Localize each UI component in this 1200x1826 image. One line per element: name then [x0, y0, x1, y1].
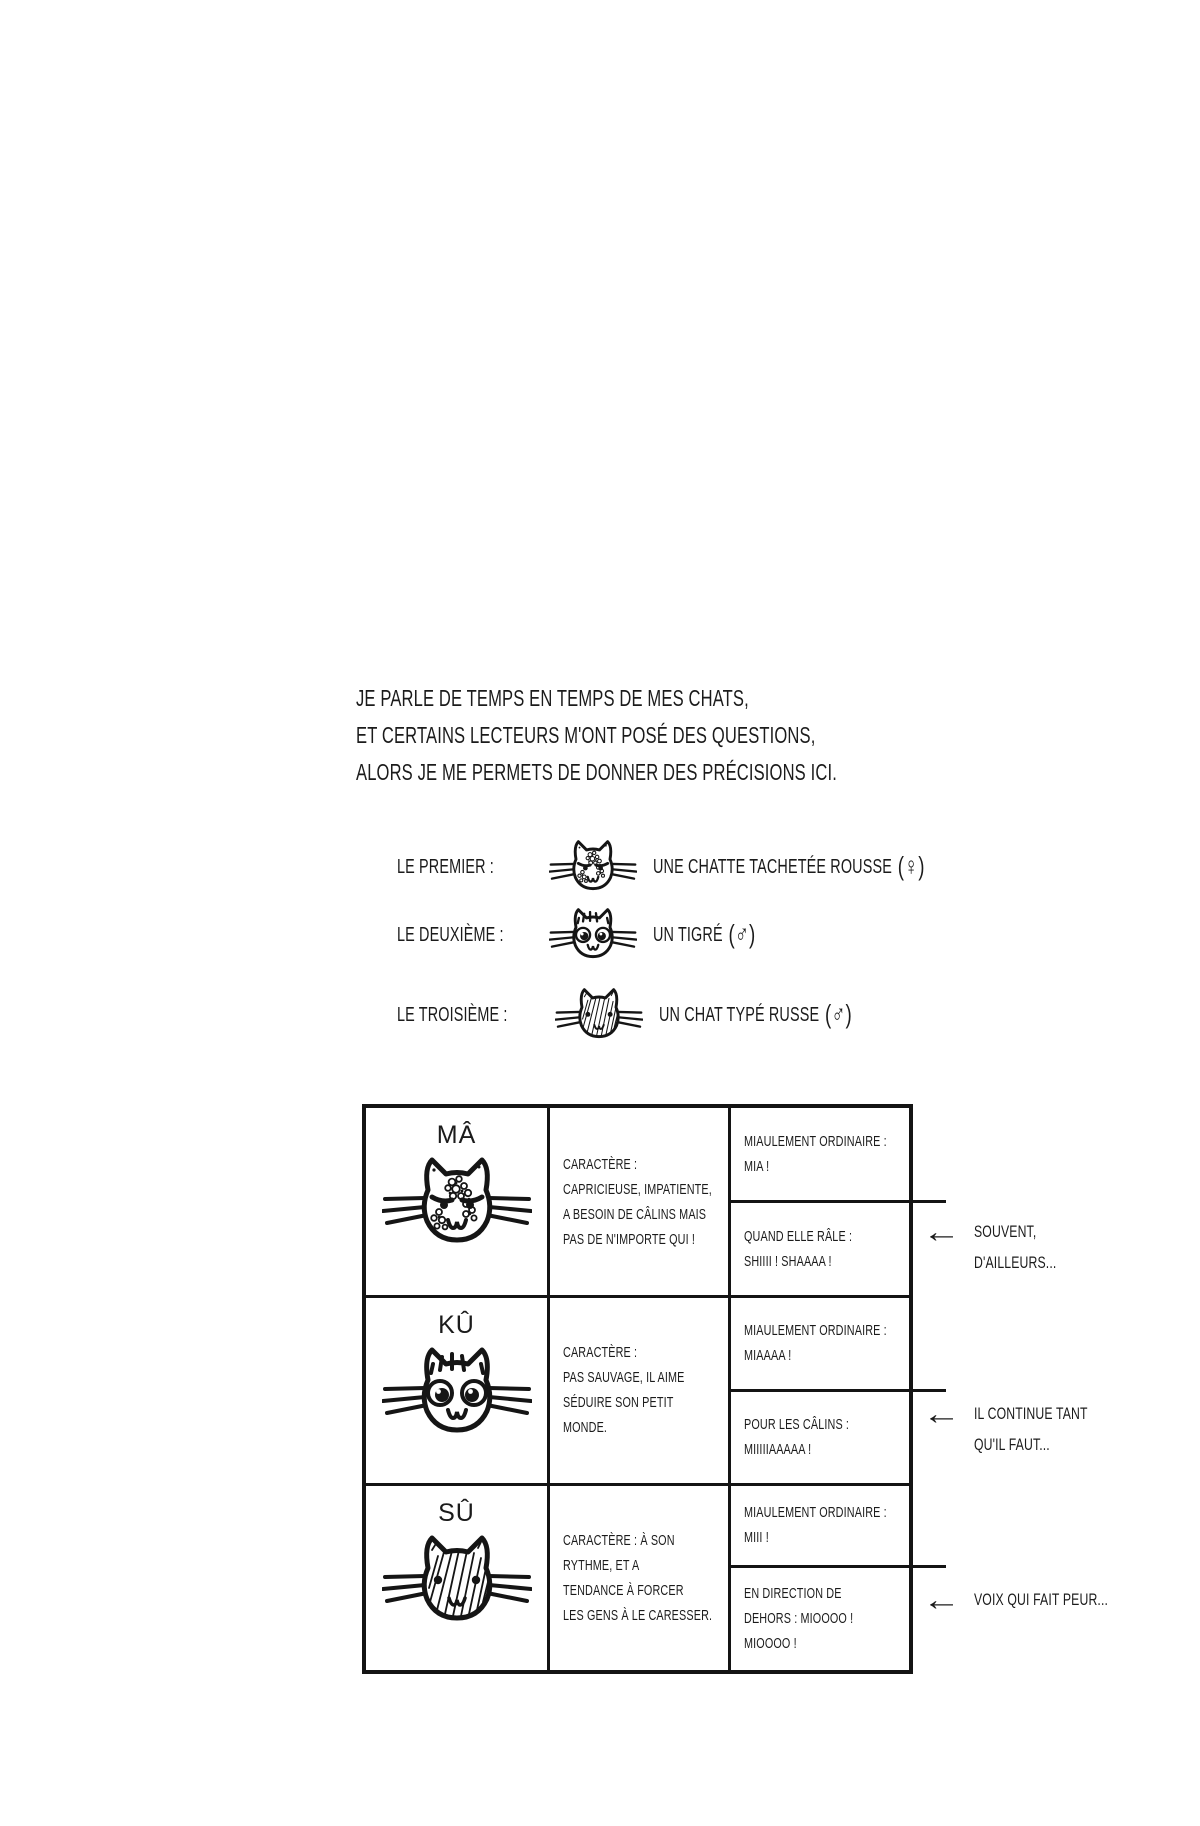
- annotation-continue: [922, 1398, 1132, 1460]
- cat-name: MÂ: [436, 1121, 477, 1149]
- character-line: SÉDUIRE SON PETIT: [563, 1394, 674, 1412]
- character-line: LES GENS À LE CARESSER.: [563, 1606, 713, 1624]
- cat-name: KÛ: [438, 1311, 475, 1340]
- meow-cell: [728, 1486, 909, 1670]
- meow-ordinary-cell: [731, 1298, 946, 1388]
- portrait-cell: [366, 1298, 547, 1482]
- character-line: MONDE.: [563, 1419, 608, 1437]
- character-cell: [547, 1486, 728, 1670]
- portrait-cell: [366, 1486, 547, 1670]
- meow-line: DEHORS : MIOOOO !: [744, 1610, 854, 1628]
- annotation-line: D'AILLEURS...: [974, 1253, 1057, 1272]
- character-line: PAS DE N'IMPORTE QUI !: [563, 1230, 696, 1248]
- character-line: PAS SAUVAGE, IL AIME: [563, 1369, 685, 1387]
- cat-intro-label: LE PREMIER :: [397, 855, 494, 878]
- meow-ordinary-cell: [731, 1108, 946, 1200]
- character-line: CAPRICIEUSE, IMPATIENTE,: [563, 1180, 712, 1198]
- cat-description-text: UN CHAT TYPÉ RUSSE: [658, 1003, 819, 1026]
- cat-su-icon: [555, 985, 643, 1046]
- character-line: TENDANCE À FORCER: [563, 1581, 684, 1599]
- tabby-cat-face-icon: [382, 1342, 532, 1446]
- cat-intro-description: [659, 1000, 852, 1031]
- meow-line: MIII !: [744, 1529, 769, 1547]
- left-arrow-icon: ←: [922, 1396, 961, 1431]
- cat-ku-portrait: [382, 1342, 532, 1446]
- cat-su-portrait: [382, 1530, 532, 1634]
- cat-name: SÛ: [438, 1498, 475, 1527]
- left-arrow-icon: ←: [922, 1582, 961, 1617]
- character-line: CARACTÈRE : À SON: [563, 1531, 675, 1549]
- table-row-ma: [366, 1108, 909, 1295]
- cat-intro-row-third: [397, 980, 927, 1050]
- cat-intro-description: [653, 852, 925, 883]
- hatched-cat-face-icon: [555, 985, 643, 1046]
- character-line: RYTHME, ET A: [563, 1556, 640, 1574]
- tabby-cat-face-icon: [549, 905, 637, 966]
- cat-ku-icon: [549, 905, 637, 966]
- meow-cell: [728, 1298, 909, 1482]
- meow-line: MIAULEMENT ORDINAIRE :: [744, 1322, 887, 1340]
- cat-ma-portrait: [382, 1152, 532, 1256]
- cat-intro-row-second: [397, 900, 795, 970]
- meow-line: SHIIII ! SHAAAA !: [744, 1253, 832, 1271]
- meow-special-cell: [731, 1200, 946, 1296]
- character-line: CARACTÈRE :: [563, 1155, 638, 1173]
- male-symbol: (♂): [824, 998, 852, 1029]
- cats-table: [362, 1104, 913, 1674]
- meow-special-cell: [731, 1565, 946, 1670]
- meow-line: MIAAAA !: [744, 1347, 792, 1365]
- table-row-ku: [366, 1295, 909, 1482]
- character-cell: [547, 1298, 728, 1482]
- character-cell: [547, 1108, 728, 1295]
- cat-intro-label: LE DEUXIÈME :: [397, 923, 504, 946]
- meow-line: EN DIRECTION DE: [744, 1585, 842, 1603]
- meow-line: MIIIIIAAAAA !: [744, 1441, 812, 1459]
- male-symbol: (♂): [728, 918, 756, 949]
- intro-paragraph: [356, 680, 1024, 791]
- cat-description-text: UN TIGRÉ: [653, 923, 723, 946]
- meow-line: MIA !: [744, 1157, 770, 1175]
- spotted-cat-face-icon: [549, 837, 637, 898]
- cat-intro-label: LE TROISIÈME :: [397, 1003, 508, 1026]
- left-arrow-icon: ←: [922, 1214, 961, 1249]
- intro-line: JE PARLE DE TEMPS EN TEMPS DE MES CHATS,: [356, 685, 749, 711]
- annotation-line: VOIX QUI FAIT PEUR...: [974, 1590, 1109, 1609]
- portrait-cell: [366, 1108, 547, 1295]
- spotted-cat-face-icon: [382, 1152, 532, 1256]
- character-line: CARACTÈRE :: [563, 1344, 638, 1362]
- annotation-souvent: [922, 1216, 1089, 1278]
- cat-intro-row-first: [397, 832, 1030, 902]
- cat-intro-description: [653, 920, 755, 951]
- annotation-line: IL CONTINUE TANT: [974, 1404, 1088, 1423]
- annotation-line: SOUVENT,: [974, 1222, 1037, 1241]
- meow-line: MIOOOO !: [744, 1635, 797, 1653]
- hatched-cat-face-icon: [382, 1530, 532, 1634]
- annotation-voix: [922, 1584, 1160, 1615]
- cat-description-text: UNE CHATTE TACHETÉE ROUSSE: [653, 855, 892, 878]
- annotation-line: QU'IL FAUT...: [974, 1435, 1050, 1454]
- meow-special-cell: [731, 1389, 946, 1483]
- character-line: A BESOIN DE CÂLINS MAIS: [563, 1205, 707, 1223]
- intro-line: ALORS JE ME PERMETS DE DONNER DES PRÉCISIONS ICI.: [356, 759, 837, 785]
- meow-ordinary-cell: [731, 1486, 946, 1565]
- cat-ma-icon: [549, 837, 637, 898]
- intro-line: ET CERTAINS LECTEURS M'ONT POSÉ DES QUESTIONS,: [356, 722, 816, 748]
- meow-cell: [728, 1108, 909, 1295]
- female-symbol: (♀): [897, 850, 925, 881]
- meow-line: QUAND ELLE RÂLE :: [744, 1228, 853, 1246]
- meow-line: POUR LES CÂLINS :: [744, 1416, 850, 1434]
- meow-line: MIAULEMENT ORDINAIRE :: [744, 1132, 887, 1150]
- table-row-su: [366, 1483, 909, 1670]
- meow-line: MIAULEMENT ORDINAIRE :: [744, 1504, 887, 1522]
